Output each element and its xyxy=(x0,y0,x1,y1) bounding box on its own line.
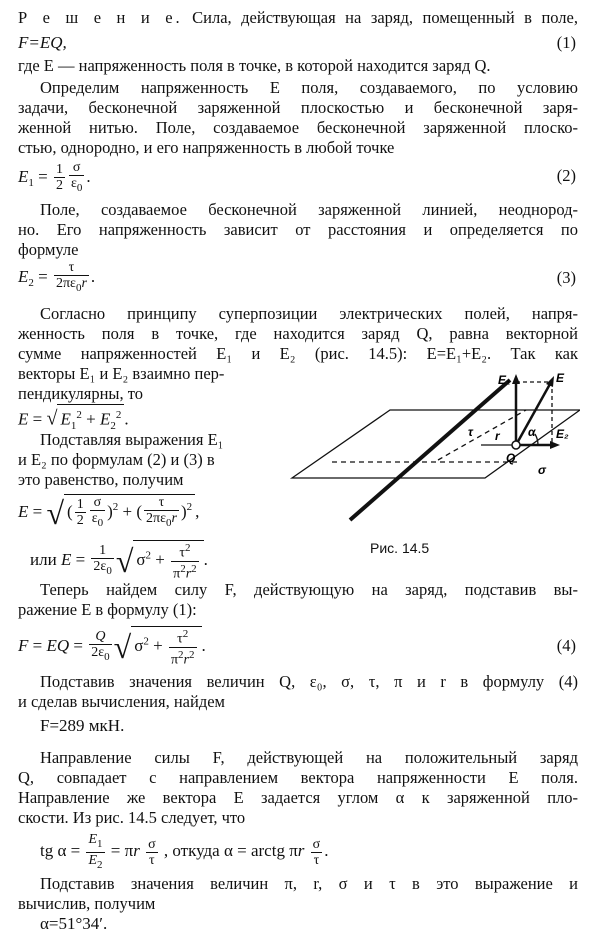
or-word: или xyxy=(30,550,57,570)
equation-simplified: или E = $\frac{1}{2\varepsilon_0}$ √ $\sigma^2$ + $\frac{\tau^2}{\pi^2r^2}$ . xyxy=(30,542,208,582)
label-e: E xyxy=(556,371,565,385)
figure-14-5 xyxy=(280,370,580,535)
force-result: F=289 мкН. xyxy=(40,716,125,735)
solution-line-1 xyxy=(18,8,578,28)
charge-q-point xyxy=(512,441,520,449)
label-tau: τ xyxy=(468,425,473,439)
equation-3-number: (3) xyxy=(556,268,576,287)
paragraph-8-line-1: Подставив значения величин π, r, σ и τ в это выражение и xyxy=(40,874,578,893)
paragraph-6-line-2: и сделав вычисления, найдем xyxy=(18,692,225,711)
charged-thread xyxy=(350,380,510,520)
equation-2: $E_1$ = $\frac{1}{2}$ $\frac{\sigma}{\varepsilon_0}$ . xyxy=(18,160,91,194)
label-r: r xyxy=(495,429,500,443)
paragraph-4-line-8: это равенство, получим xyxy=(18,470,184,489)
paragraph-4-line-6: Подставляя выражения E₁ xyxy=(40,430,224,449)
paragraph-7-line-2: Q, совпадает с направлением вектора напряженности E поля. xyxy=(18,768,578,787)
paragraph-4-line-3: сумме напряженностей E₁ и E₂ (рис. 14.5): E=E₁+E₂. Так как xyxy=(18,344,578,363)
paragraph-5-line-1: Теперь найдем силу F, действующую на заряд, подставив вы- xyxy=(40,580,578,599)
equation-1-number: (1) xyxy=(556,33,576,52)
solution-intro: Сила, действующая на заряд, помещенный в поле, xyxy=(192,8,578,27)
equation-angle: tg α = $\frac{E_1}{E_2}$ = πr $\frac{\sigma}{\tau}$ , откуда α = arctg πr $\frac{\sigma}{\tau}$ . xyxy=(40,832,329,871)
paragraph-4-line-7: и E₂ по формулам (2) и (3) в xyxy=(18,450,215,469)
label-alpha: α xyxy=(528,425,536,439)
eq-connector-word: , откуда xyxy=(163,841,220,861)
paragraph-4-line-5: пендикулярны, то xyxy=(18,384,143,403)
e1-arrowhead xyxy=(512,374,520,384)
paragraph-2-line-3: женной нитью. Поле, создаваемое бесконечной заряженной плоско- xyxy=(18,118,578,137)
equation-magnitude: E = √ $E_1^2 + E_2^2$ . xyxy=(18,404,129,436)
equation-substituted: E = √ ( $\frac{1}{2}$ $\frac{\sigma}{\varepsilon_0}$ )$^2$ + ( $\frac{\tau}{2\pi\varepsilon_0r}$ )$^2$ , xyxy=(18,494,200,531)
paragraph-4-line-2: женность поля в точке, где находится заряд Q, равна векторной xyxy=(18,324,578,343)
paragraph-2-line-4: стью, однородно, и его напряженность в любой точке xyxy=(18,138,395,157)
equation-2-number: (2) xyxy=(556,166,576,185)
figure-caption: Рис. 14.5 xyxy=(370,540,430,556)
paragraph-8-line-2: вычислив, получим xyxy=(18,894,156,913)
label-e2: E₂ xyxy=(556,427,569,441)
paragraph-5-line-2: ражение E в формулу (1): xyxy=(18,600,197,619)
paragraph-3-line-1: Поле, создаваемое бесконечной заряженной линией, неоднород- xyxy=(40,200,578,219)
paragraph-6-line-1: Подставив значения величин Q, ε₀, σ, τ, π и r в формулу (4) xyxy=(40,672,578,691)
paragraph-7-line-1: Направление силы F, действующей на положительный заряд xyxy=(40,748,578,767)
paragraph-4-line-4: векторы E₁ и E₂ взаимно пер- xyxy=(18,364,225,383)
paragraph-3-line-2: но. Его напряженность зависит от расстояния и определяется по xyxy=(18,220,578,239)
equation-3: $E_2$ = $\frac{\tau}{2\pi\varepsilon_0r}$ . xyxy=(18,260,96,294)
angle-result: α=51°34′. xyxy=(40,914,108,933)
e2-arrowhead xyxy=(550,441,560,449)
label-q: Q xyxy=(506,451,516,465)
label-sigma: σ xyxy=(538,463,546,477)
label-e1: E₁ xyxy=(498,373,511,387)
paragraph-4-line-1: Согласно принципу суперпозиции электрических полей, напря- xyxy=(40,304,578,323)
paragraph-3-line-3: формуле xyxy=(18,240,79,259)
paragraph-7-line-4: скости. Из рис. 14.5 следует, что xyxy=(18,808,246,827)
paragraph-2-line-2: задачи, бесконечной заряженной плоскостью и бесконечной заря- xyxy=(18,98,578,117)
equation-1: F=EQ, xyxy=(18,33,67,52)
equation-4: F = EQ = $\frac{Q}{2\varepsilon_0}$ √ $\sigma^2$ + $\frac{\tau^2}{\pi^2r^2}$ . xyxy=(18,628,206,668)
paragraph-7-line-3: Направление же вектора E задается углом α к заряженной пло- xyxy=(18,788,578,807)
equation-4-number: (4) xyxy=(556,636,576,655)
paragraph-2-line-1: Определим напряженность E поля, создаваемого, по условию xyxy=(40,78,578,97)
paragraph-1-line-3: где E — напряженность поля в точке, в которой находится заряд Q. xyxy=(18,56,491,75)
solution-heading: Р е ш е н и е. xyxy=(18,8,183,27)
